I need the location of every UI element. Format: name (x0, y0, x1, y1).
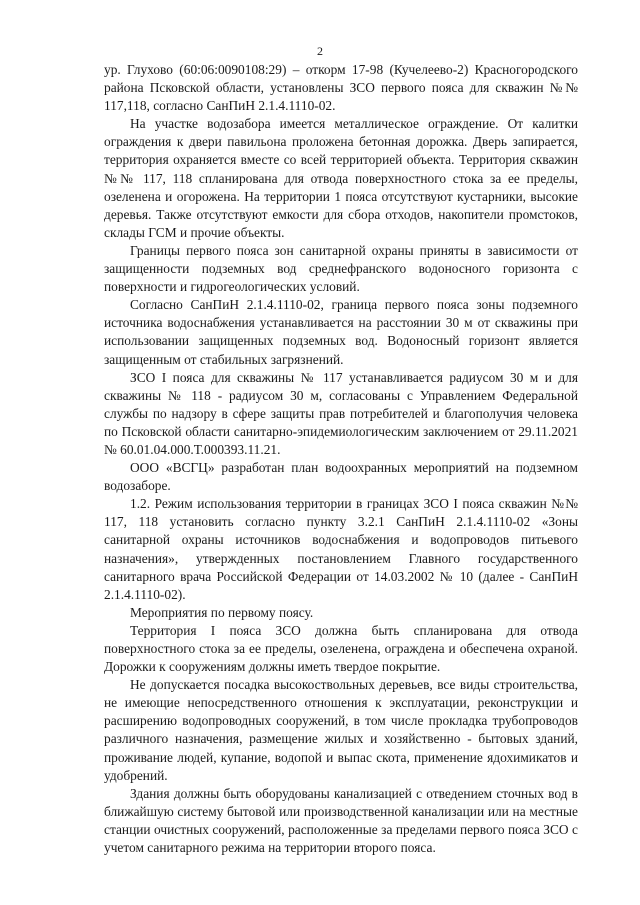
document-body (104, 61, 578, 857)
paragraph-zso-radius: ЗСО I пояса для скважины № 117 устанавливается радиусом 30 м и для скважины № 118 - радиусом 30 м, согласованы с Управлением Федеральной службы по надзору в сфере защиты прав потребителей и благополучия человека по Псковской области санитарно-эпидемиологическим заключением от 29.11.2021 № 60.01.04.000.Т.000393.11.21. (104, 369, 578, 457)
paragraph-zone-boundaries: Границы первого пояса зон санитарной охраны приняты в зависимости от защищенности подземных вод среднефранского водоносного горизонта с поверхности и гидрогеологических условий. (104, 242, 578, 295)
paragraph-territory-planning: Территория I пояса ЗСО должна быть спланирована для отвода поверхностного стока за ее пределы, озеленена, ограждена и обеспечена охраной. Дорожки к сооружениям должны иметь твердое покрытие. (104, 622, 578, 675)
paragraph-prohibitions: Не допускается посадка высокоствольных деревьев, все виды строительства, не имеющие непосредственного отношения к эксплуатации, реконструкции и расширению водопроводных сооружений, в том числе прокладка трубопроводов различного назначения, размещение жилых и хозяйственно - бытовых зданий, проживание людей, купание, водопой и выпас скота, применение ядохимикатов и удобрений. (104, 677, 578, 783)
paragraph-sanpin-boundary: Согласно СанПиН 2.1.4.1110-02, граница первого пояса зоны подземного источника водоснабжения устанавливается на расстоянии 30 м от скважины при использовании защищенных подземных вод. Водоносный горизонт является защищенным от стабильных загрязнений. (104, 297, 578, 367)
paragraph-measures-heading: Мероприятия по первому поясу. (130, 604, 314, 620)
paragraph-vsgc-plan: ООО «ВСГЦ» разработан план водоохранных мероприятий на подземном водозаборе. (104, 460, 578, 494)
paragraph-usage-regime: 1.2. Режим использования территории в границах ЗСО I пояса скважин №№ 117, 118 установить согласно пункту 3.2.1 СанПиН 2.1.4.1110-02 «Зоны санитарной охраны источников водоснабжения и водопроводов питьевого назначения», утвержденных постановлением Главного государственного санитарного врача Российской Федерации от 14.03.2002 № 10 (далее - СанПиН 2.1.4.1110-02). (104, 496, 578, 602)
page-number: 2 (317, 44, 323, 58)
paragraph-sewerage: Здания должны быть оборудованы канализацией с отведением сточных вод в ближайшую систему бытовой или производственной канализации или на местные станции очистных сооружений, расположенные за пределами первого пояса ЗСО с учетом санитарного режима на территории второго пояса. (104, 785, 578, 856)
paragraph-glukhovo-intro: ур. Глухово (60:06:0090108:29) – откорм 17-98 (Кучелеево-2) Красногородского района Псковской области, установлены ЗСО первого пояса для скважин №№ 117,118, согласно СанПиН 2.1.4.1110-02. (104, 62, 578, 114)
paragraph-fencing: На участке водозабора имеется металлическое ограждение. От калитки ограждения к двери павильона проложена бетонная дорожка. Дверь запирается, территория охраняется вместе со всей территорией объекта. Территория скважин №№ 117, 118 спланирована для отвода поверхностного стока за ее пределы, озеленена и огорожена. На территории 1 пояса отсутствуют кустарники, высокие деревья. Также отсутствуют емкости для сбора отходов, накопители промстоков, склады ГСМ и прочие объекты. (104, 116, 578, 240)
